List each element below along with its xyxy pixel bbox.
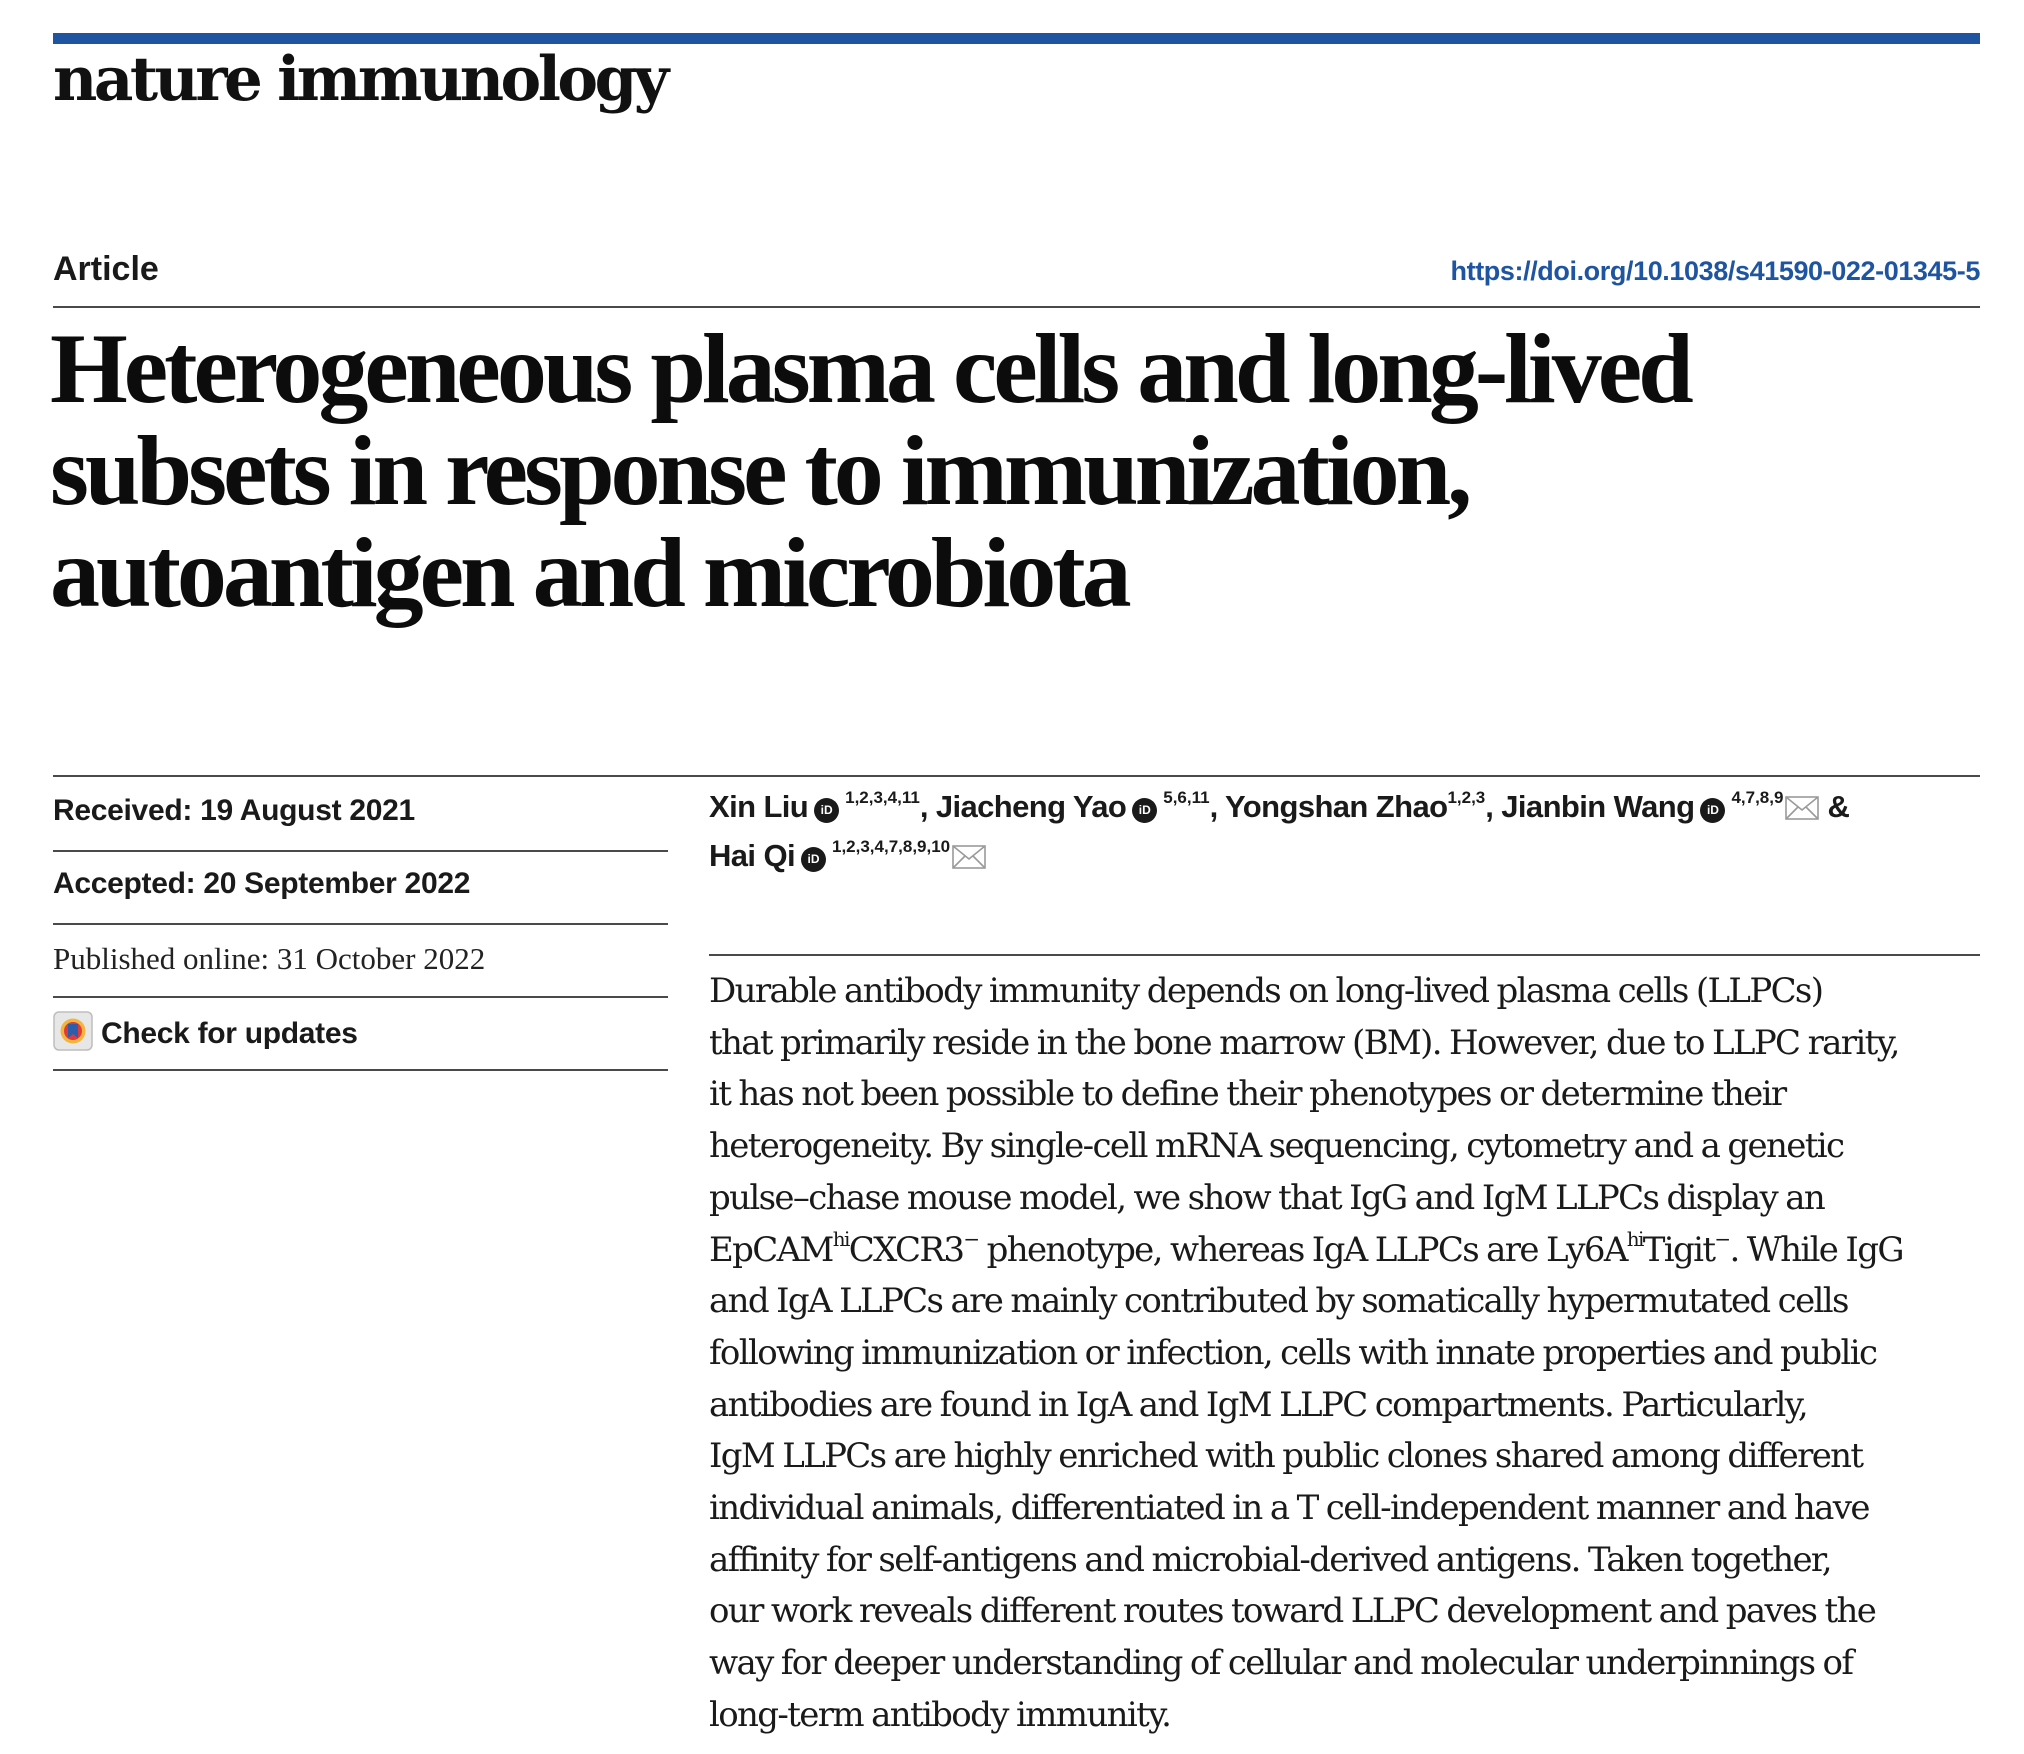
abstract-line: our work reveals different routes toward LLPC development and paves the	[709, 1591, 1876, 1632]
text-run: . While IgG	[1729, 1229, 1903, 1270]
orcid-icon[interactable]: iD	[814, 798, 839, 823]
journal-name: nature immunology	[53, 44, 666, 115]
check-for-updates-button[interactable]	[53, 1011, 358, 1056]
superscript: −	[1714, 1226, 1730, 1251]
email-icon[interactable]	[952, 836, 986, 882]
title-line: autoantigen and microbiota	[50, 517, 1128, 628]
abstract	[709, 966, 1994, 1742]
article-type-label: Article	[53, 250, 159, 288]
abstract-line: antibodies are found in IgA and IgM LLPC compartments. Particularly,	[709, 1384, 1807, 1425]
author-affiliations: 1,2,3,4,11	[845, 788, 920, 807]
text-run: phenotype, whereas IgA LLPCs are Ly6A	[978, 1229, 1627, 1270]
meta-divider	[53, 1069, 668, 1071]
author-name[interactable]: Xin Liu	[709, 789, 809, 824]
author-list	[709, 784, 1989, 882]
abstract-line: that primarily reside in the bone marrow (BM). However, due to LLPC rarity,	[709, 1022, 1899, 1063]
meta-divider	[53, 850, 668, 852]
author-affiliations: 1,2,3	[1447, 788, 1486, 807]
doi-link[interactable]: https://doi.org/10.1038/s41590-022-01345-5	[1450, 256, 1980, 286]
author-separator: ,	[1485, 789, 1502, 824]
author-name[interactable]: Hai Qi	[709, 838, 795, 873]
author	[709, 838, 986, 873]
meta-divider	[53, 996, 668, 998]
abstract-line	[709, 1225, 1994, 1277]
abstract-line: IgM LLPCs are highly enriched with public clones shared among different	[709, 1436, 1863, 1477]
abstract-line: following immunization or infection, cells with innate properties and public	[709, 1332, 1877, 1373]
orcid-icon[interactable]: iD	[1132, 798, 1157, 823]
check-updates-icon	[53, 1011, 93, 1056]
published-date: Published online: 31 October 2022	[53, 941, 486, 976]
text-run: EpCAM	[709, 1229, 833, 1270]
superscript: −	[963, 1226, 979, 1251]
header-divider	[53, 306, 1980, 308]
section-divider	[53, 775, 1980, 777]
superscript: hi	[1626, 1226, 1643, 1251]
author-separator: ,	[1209, 789, 1226, 824]
header-accent-bar	[53, 33, 1980, 44]
received-date: Received: 19 August 2021	[53, 794, 415, 827]
author	[1225, 789, 1485, 824]
author-affiliations: 4,7,8,9	[1731, 788, 1784, 807]
title-line: Heterogeneous plasma cells and long-lived	[50, 313, 1690, 424]
author-name[interactable]: Jianbin Wang	[1501, 789, 1695, 824]
superscript: hi	[832, 1226, 849, 1251]
text-run: CXCR3	[848, 1229, 964, 1270]
abstract-divider	[709, 954, 1980, 956]
abstract-line: way for deeper understanding of cellular and molecular underpinnings of	[709, 1643, 1853, 1684]
abstract-line: it has not been possible to define their phenotypes or determine their	[709, 1074, 1786, 1115]
abstract-line: individual animals, differentiated in a T cell-independent manner and have	[709, 1488, 1869, 1529]
orcid-icon[interactable]: iD	[801, 847, 826, 872]
orcid-icon[interactable]: iD	[1700, 798, 1725, 823]
author	[709, 789, 920, 824]
article-title	[50, 313, 1950, 628]
check-updates-label: Check for updates	[101, 1016, 358, 1050]
author	[1501, 789, 1819, 824]
abstract-line: heterogeneity. By single-cell mRNA sequencing, cytometry and a genetic	[709, 1126, 1844, 1167]
abstract-line: long-term antibody immunity.	[709, 1694, 1171, 1735]
author-name[interactable]: Jiacheng Yao	[935, 789, 1127, 824]
email-icon[interactable]	[1785, 787, 1819, 833]
accepted-date: Accepted: 20 September 2022	[53, 867, 471, 900]
title-line: subsets in response to immunization,	[50, 415, 1469, 526]
author-separator: &	[1819, 789, 1850, 824]
text-run: Tigit	[1642, 1229, 1715, 1270]
meta-divider	[53, 923, 668, 925]
author-affiliations: 5,6,11	[1163, 788, 1210, 807]
author	[936, 789, 1210, 824]
author-separator: ,	[919, 789, 936, 824]
author-name[interactable]: Yongshan Zhao	[1225, 789, 1448, 824]
abstract-line: and IgA LLPCs are mainly contributed by somatically hypermutated cells	[709, 1281, 1848, 1322]
abstract-line: Durable antibody immunity depends on long-lived plasma cells (LLPCs)	[709, 971, 1823, 1011]
abstract-line: affinity for self-antigens and microbial-derived antigens. Taken together,	[709, 1539, 1831, 1580]
abstract-line: pulse–chase mouse model, we show that IgG and IgM LLPCs display an	[709, 1177, 1825, 1218]
author-affiliations: 1,2,3,4,7,8,9,10	[831, 837, 951, 856]
